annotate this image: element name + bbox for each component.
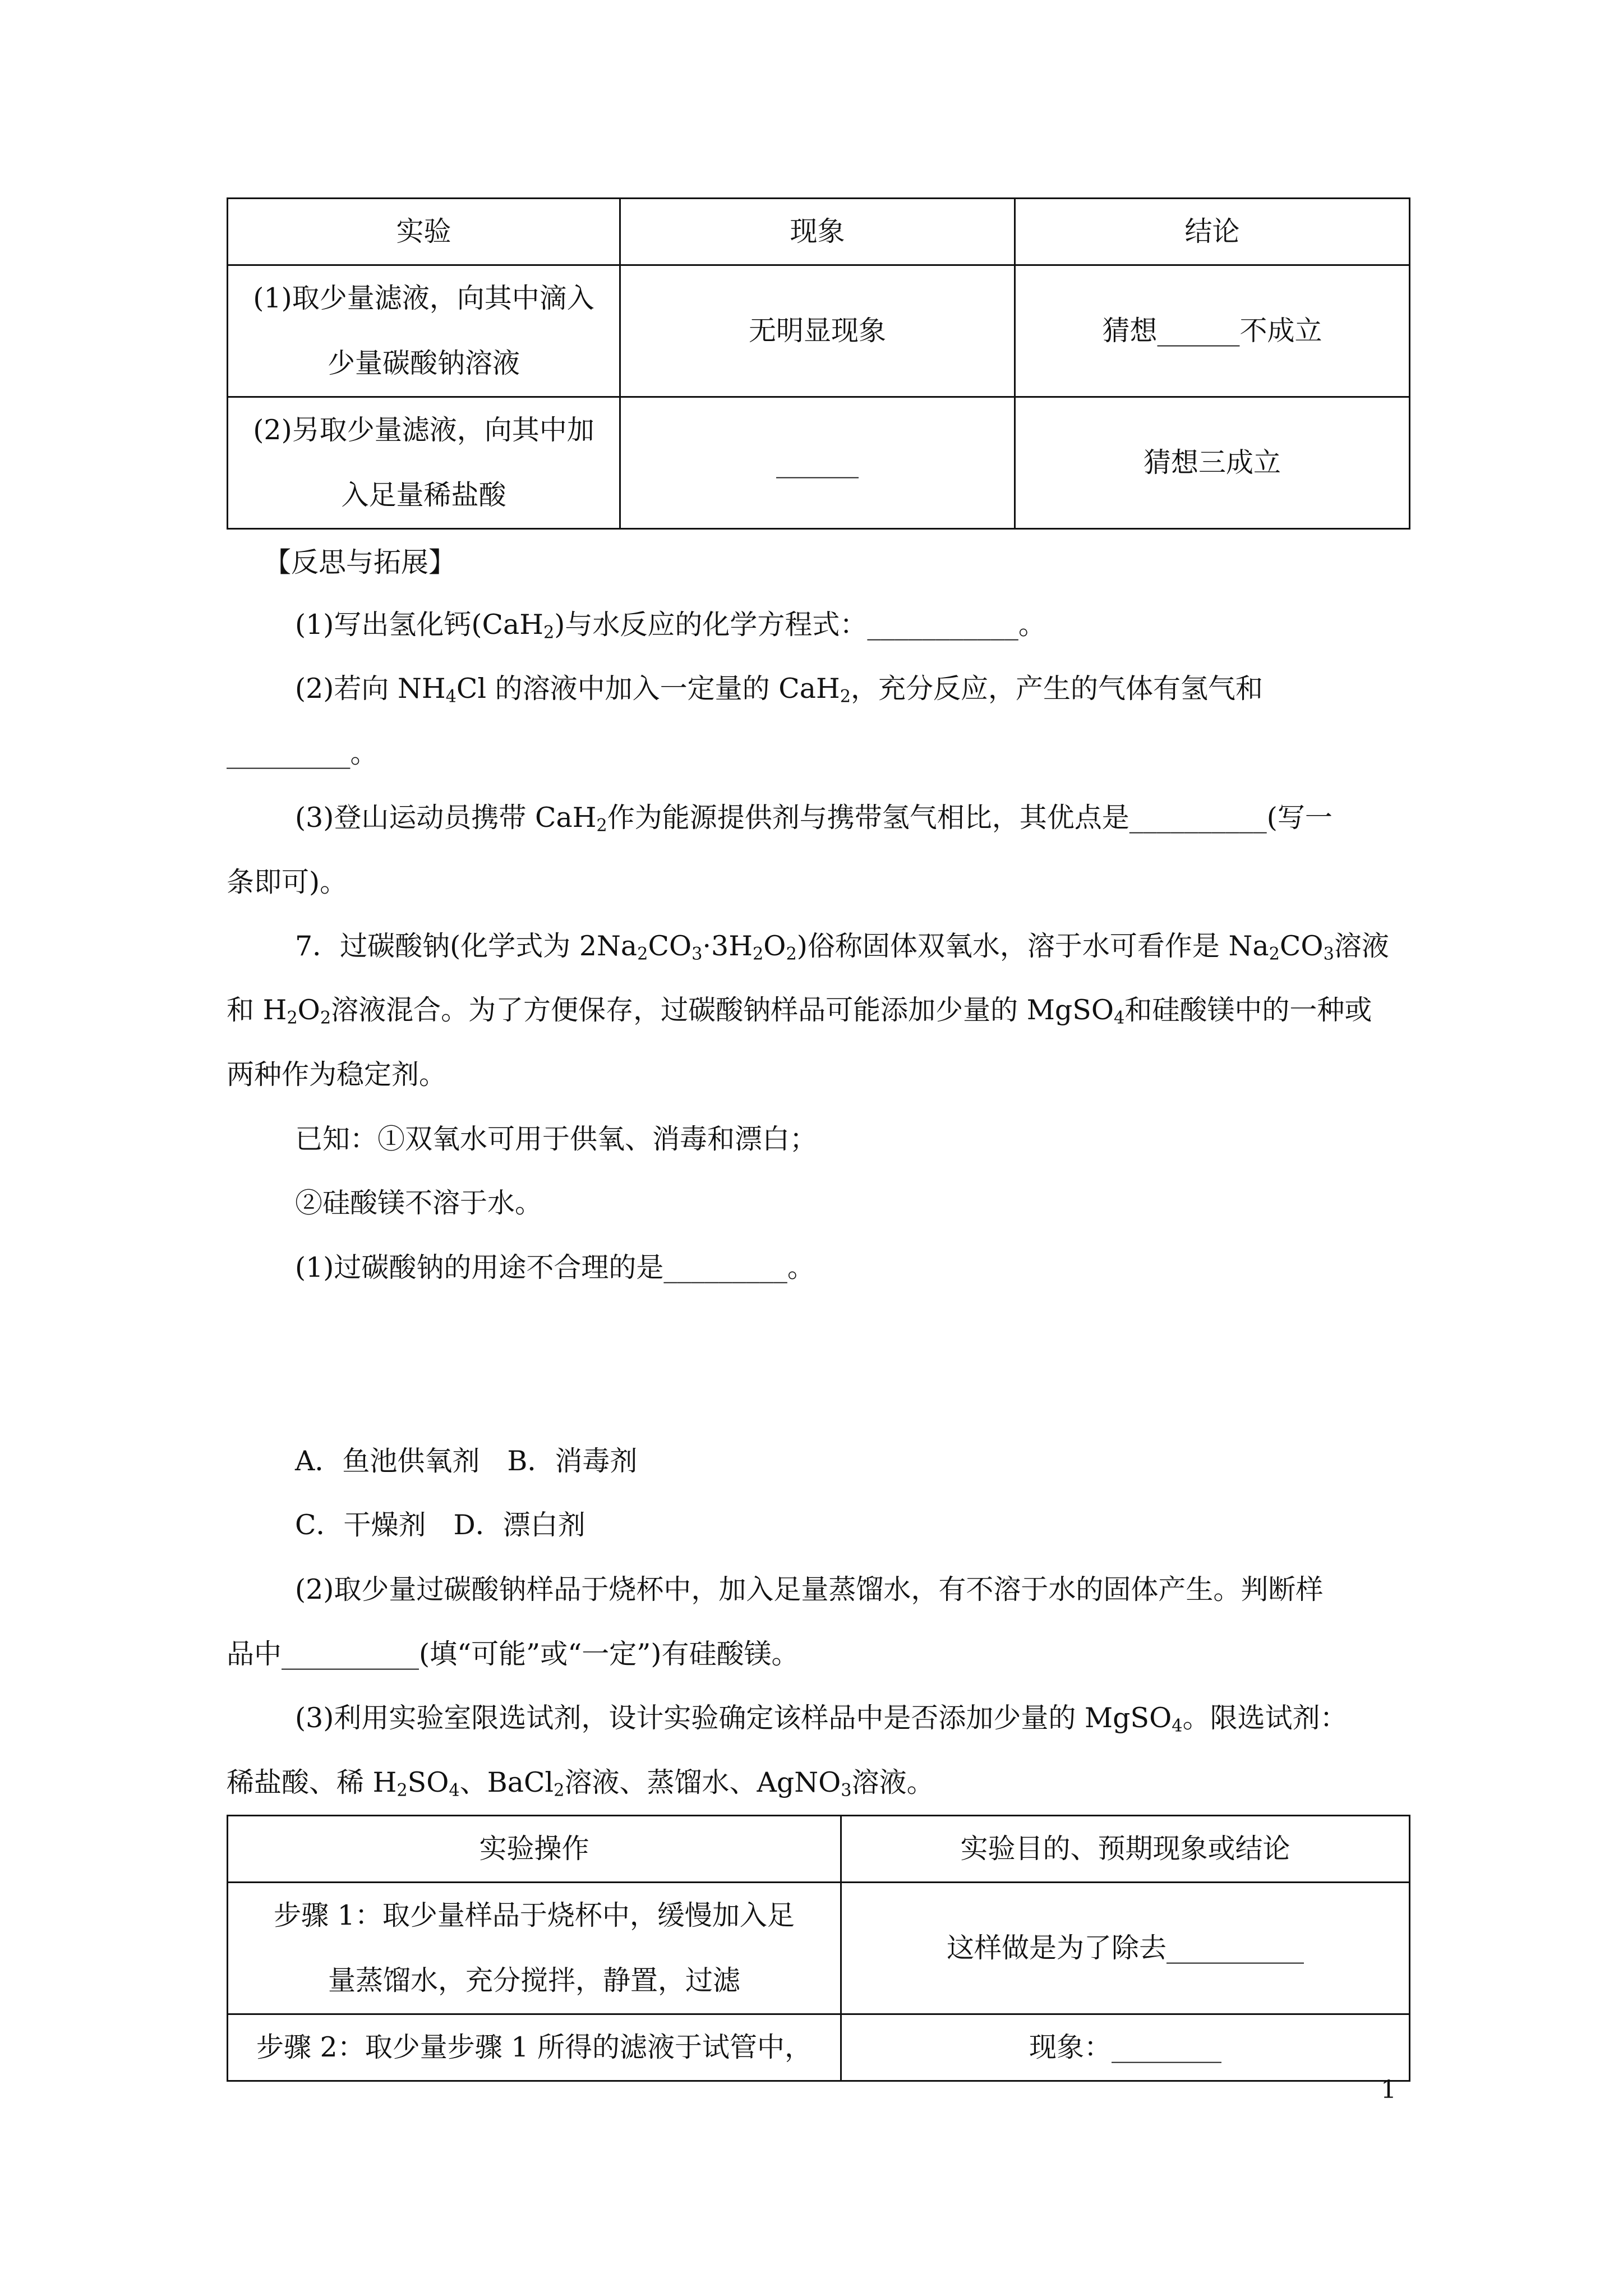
table-cell-conclusion [1015,265,1410,397]
answer-blank: ___________ [867,609,1018,641]
experiment-table-2 [227,1815,1410,2082]
table-cell-experiment [228,397,620,529]
cell-text: 少量碳酸钠溶液 [327,347,520,379]
table-header-row [228,1816,1410,1883]
text: 稀盐酸、稀 H [227,1766,397,1798]
question-7-2-cont [227,1621,1404,1687]
subscript: 2 [786,944,797,964]
text: (3)登山运动员携带 CaH [295,802,597,834]
cell-text: 入足量稀盐酸 [341,479,506,511]
table-cell-conclusion: 猜想三成立 [1015,397,1410,529]
question-7-1 [295,1235,1473,1301]
text: 。 [350,737,378,769]
answer-blank: __________ [282,1638,419,1670]
subscript: 2 [596,816,607,836]
cell-text: 不成立 [1239,315,1322,347]
table-cell-phenomenon: ______ [620,397,1015,529]
options-ab: A．鱼池供氧剂 B．消毒剂 [295,1445,638,1477]
table-header-row [228,199,1410,265]
known-1: 已知：①双氧水可用于供氧、消毒和漂白； [295,1123,818,1155]
text: 7．过碳酸钠(化学式为 2Na [295,930,638,962]
text: 。限选试剂： [1182,1702,1348,1734]
experiment-table-1 [227,197,1410,530]
answer-blank: __________ [1166,1932,1304,1964]
paragraph-q3 [295,785,1473,859]
text: 和硅酸镁中的一种或 [1124,994,1372,1026]
answer-blank: _________ [227,737,351,769]
text: Cl 的溶液中加入一定量的 CaH [456,673,840,705]
text: 溶液混合。为了方便保存，过碳酸钠样品可能添加少量的 MgSO [331,994,1114,1026]
answer-blank: _________ [663,1251,787,1283]
known-2: ②硅酸镁不溶于水。 [295,1187,543,1219]
text: )与水反应的化学方程式： [554,609,868,641]
subscript: 2 [637,944,648,964]
table-row [228,397,1410,529]
subscript: 3 [841,1780,852,1801]
answer-blank: ______ [1157,315,1240,347]
paragraph-q2-cont [227,720,1404,786]
options-cd: C．干燥剂 D．漂白剂 [295,1509,585,1541]
table-header-cell: 结论 [1015,199,1410,265]
question-7-3 [295,1685,1473,1760]
question-7-intro-line2 [227,977,1404,1052]
question-7-2: (2)取少量过碳酸钠样品于烧杯中，加入足量蒸馏水，有不溶于水的固体产生。判断样 [295,1573,1324,1605]
subscript: 2 [840,687,851,707]
paragraph-q2 [295,656,1473,730]
text: (写一 [1266,802,1332,834]
table-header-cell: 现象 [620,199,1015,265]
page-number: 1 [1381,2076,1396,2104]
table-cell-operation: 步骤 2：取少量步骤 1 所得的滤液于试管中， [228,2014,841,2081]
cell-text: 这样做是为了除去 [946,1932,1166,1964]
cell-text: (1)取少量滤液，向其中滴入 [253,282,594,314]
subscript: 2 [396,1780,408,1801]
subscript: 4 [449,1780,460,1801]
subscript: 4 [1114,1008,1125,1028]
subscript: 3 [1323,944,1334,964]
table-header-cell: 实验操作 [228,1816,841,1883]
subscript: 2 [752,944,764,964]
text: SO [407,1766,449,1798]
text: 。 [787,1251,815,1283]
answer-blank: __________ [1129,802,1267,834]
table-header-cell: 实验目的、预期现象或结论 [841,1816,1410,1883]
text: 溶液。 [851,1766,934,1798]
text: O [297,994,320,1026]
paragraph-q1 [295,592,1473,666]
question-7-3-cont [227,1750,1404,1824]
table-cell-experiment [228,265,620,397]
text: 品中 [227,1638,282,1670]
table-cell-operation [228,1883,841,2014]
subscript: 4 [445,687,457,707]
table-row [228,1883,1410,2014]
question-7-intro-line3: 两种作为稳定剂。 [227,1059,447,1091]
text: CO [1279,930,1324,962]
subscript: 2 [287,1008,298,1028]
cell-text: (2)另取少量滤液，向其中加 [253,414,594,446]
text: O [763,930,786,962]
text: 溶液、蒸馏水、AgNO [564,1766,841,1798]
text: 、BaCl [459,1766,554,1798]
paragraph-q3-cont: 条即可)。 [227,866,348,898]
subscript: 3 [691,944,703,964]
text: (1)写出氢化钙(CaH [295,609,543,641]
text: 溶液 [1334,930,1389,962]
text: (1)过碳酸钠的用途不合理的是 [295,1251,664,1283]
table-cell-phenomenon: 无明显现象 [620,265,1015,397]
subscript: 2 [320,1008,331,1028]
text: (3)利用实验室限选试剂，设计实验确定该样品中是否添加少量的 MgSO [295,1702,1172,1734]
table-row [228,2014,1410,2081]
subscript: 2 [554,1780,565,1801]
text: 。 [1018,609,1046,641]
table-header-cell: 实验 [228,199,620,265]
text: ·3H [702,930,753,962]
text: ，充分反应，产生的气体有氢气和 [851,673,1264,705]
table-cell-result [841,1883,1410,2014]
table-row [228,265,1410,397]
section-heading: 【反思与拓展】 [264,546,457,578]
text: (填“可能”或“一定”)有硅酸镁。 [419,1638,799,1670]
text: CO [648,930,692,962]
cell-text: 现象： [1029,2031,1112,2063]
cell-text: 步骤 1：取少量样品于烧杯中，缓慢加入足 [274,1899,795,1931]
text: 和 H [227,994,287,1026]
subscript: 4 [1172,1716,1183,1736]
subscript: 2 [543,623,555,643]
text: )俗称固体双氧水，溶于水可看作是 Na [796,930,1269,962]
subscript: 2 [1269,944,1280,964]
cell-text: 猜想 [1102,315,1158,347]
cell-text: 量蒸馏水，充分搅拌，静置，过滤 [328,1964,740,1996]
text: (2)若向 NH [295,673,446,705]
question-7-intro [295,913,1473,988]
table-cell-result [841,2014,1410,2081]
text: 作为能源提供剂与携带氢气相比，其优点是 [607,802,1129,834]
answer-blank: ________ [1112,2031,1221,2063]
